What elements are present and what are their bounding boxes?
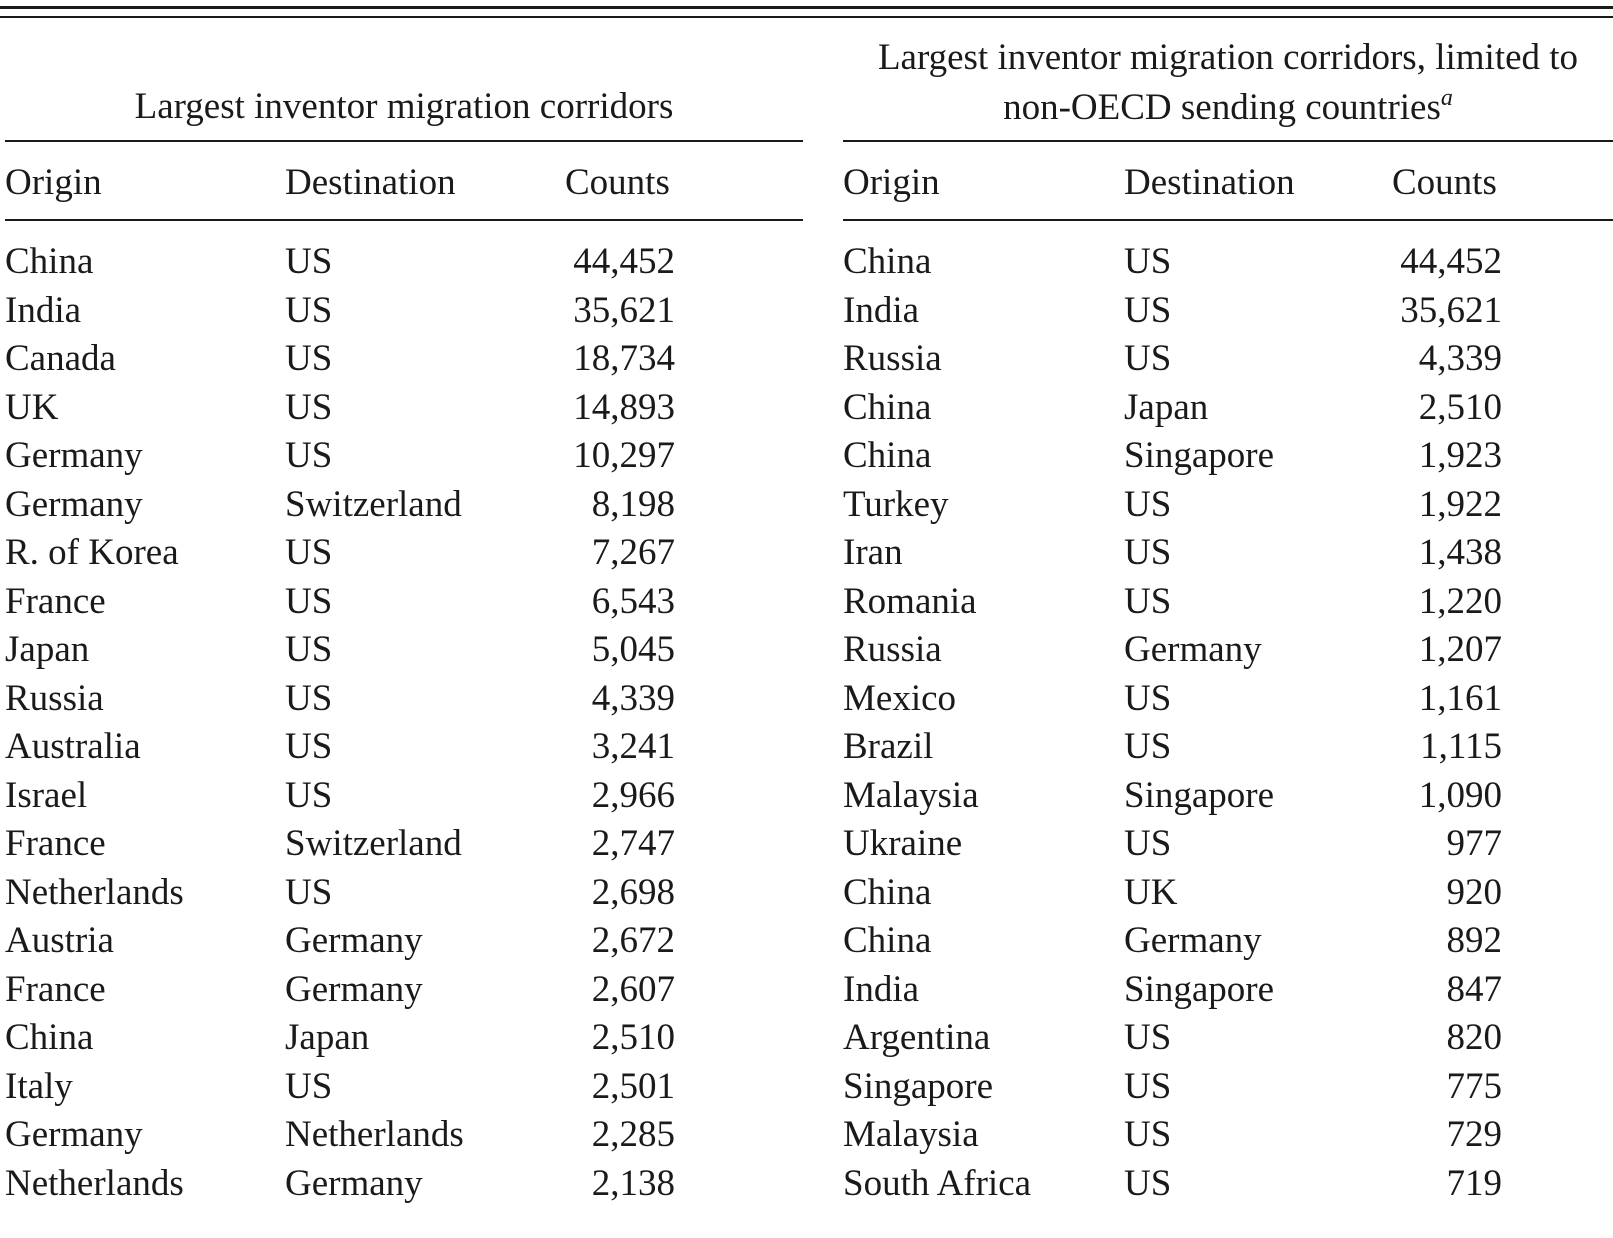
- origin-cell: China: [843, 871, 932, 913]
- origin-cell: Japan: [5, 629, 90, 670]
- table-row: [5, 480, 803, 530]
- counts-cell: 1,922: [1418, 483, 1502, 525]
- table-row: [843, 771, 1613, 821]
- counts-cell: 10,297: [573, 435, 675, 476]
- table-row: [843, 1062, 1613, 1112]
- counts-cell: 35,621: [573, 289, 675, 331]
- counts-cell: 920: [1446, 871, 1502, 913]
- origin-cell: Israel: [5, 774, 88, 816]
- counts-cell: 2,138: [591, 1162, 675, 1204]
- table-row: [843, 916, 1613, 966]
- table-row: [843, 1110, 1613, 1160]
- origin-cell: India: [843, 968, 920, 1010]
- table-row: [843, 383, 1613, 433]
- table-row: [843, 431, 1613, 481]
- table-row: [843, 286, 1613, 336]
- counts-cell: 5,045: [591, 629, 675, 670]
- destination-cell: Japan: [285, 1017, 370, 1058]
- counts-cell: 1,161: [1418, 677, 1502, 719]
- table-row: [843, 722, 1613, 772]
- destination-cell: Germany: [285, 968, 423, 1010]
- table-row: [843, 674, 1613, 724]
- counts-cell: 4,339: [591, 677, 675, 719]
- destination-cell: Japan: [1124, 386, 1209, 428]
- left-header-counts: Counts: [565, 162, 670, 203]
- origin-cell: China: [5, 241, 94, 282]
- destination-cell: US: [1124, 1162, 1172, 1204]
- table-row: [843, 868, 1613, 918]
- table-row: [843, 819, 1613, 869]
- table-row: [843, 528, 1613, 578]
- counts-cell: 44,452: [573, 241, 675, 282]
- counts-cell: 1,438: [1418, 532, 1502, 573]
- origin-cell: Argentina: [843, 1017, 991, 1058]
- origin-cell: Russia: [843, 338, 942, 379]
- destination-cell: US: [1124, 677, 1172, 719]
- table-row: [5, 383, 803, 433]
- counts-cell: 847: [1446, 968, 1502, 1010]
- origin-cell: China: [843, 920, 932, 961]
- right-panel: [843, 0, 1613, 1238]
- left-panel: [5, 0, 803, 1238]
- right-header-row: [843, 158, 1613, 208]
- origin-cell: Mexico: [843, 677, 957, 719]
- origin-cell: Germany: [5, 435, 143, 476]
- destination-cell: US: [285, 532, 333, 573]
- left-header-destination: Destination: [285, 162, 456, 203]
- table-row: [843, 1013, 1613, 1063]
- table-row: [5, 334, 803, 384]
- table-row: [5, 1062, 803, 1112]
- destination-cell: US: [1124, 483, 1172, 525]
- counts-cell: 2,510: [591, 1017, 675, 1058]
- table-row: [843, 480, 1613, 530]
- destination-cell: US: [285, 289, 333, 331]
- origin-cell: South Africa: [843, 1162, 1032, 1204]
- footnote-marker: a: [1440, 85, 1453, 111]
- destination-cell: US: [285, 435, 333, 476]
- destination-cell: US: [285, 871, 333, 913]
- table-row: [5, 965, 803, 1015]
- origin-cell: Singapore: [843, 1065, 994, 1107]
- left-title-rule: [5, 140, 803, 142]
- table-row: [843, 1159, 1613, 1209]
- table-row: [5, 868, 803, 918]
- table-row: [5, 431, 803, 481]
- destination-cell: US: [285, 338, 333, 379]
- origin-cell: Italy: [5, 1065, 73, 1107]
- origin-cell: Russia: [843, 629, 942, 670]
- table-row: [843, 237, 1613, 287]
- right-panel-title-line2: [843, 83, 1613, 133]
- destination-cell: US: [1124, 1114, 1172, 1155]
- table-row: [5, 1013, 803, 1063]
- destination-cell: US: [1124, 580, 1172, 622]
- table-row: [843, 625, 1613, 675]
- counts-cell: 7,267: [591, 532, 675, 573]
- destination-cell: US: [285, 386, 333, 428]
- counts-cell: 2,285: [591, 1114, 675, 1155]
- table-row: [843, 965, 1613, 1015]
- origin-cell: Netherlands: [5, 1162, 184, 1204]
- counts-cell: 44,452: [1400, 241, 1502, 282]
- destination-cell: US: [1124, 1017, 1172, 1058]
- origin-cell: China: [843, 241, 932, 282]
- destination-cell: Switzerland: [285, 483, 462, 525]
- destination-cell: Germany: [285, 1162, 423, 1204]
- destination-cell: US: [285, 580, 333, 622]
- table-row: [5, 819, 803, 869]
- table-row: [843, 577, 1613, 627]
- origin-cell: China: [5, 1017, 94, 1058]
- origin-cell: Ukraine: [843, 823, 963, 864]
- right-panel-title-line2-text: non-OECD sending countries: [1003, 87, 1441, 128]
- left-panel-title: [5, 82, 803, 132]
- counts-cell: 2,672: [591, 920, 675, 961]
- counts-cell: 3,241: [591, 726, 675, 767]
- destination-cell: US: [285, 774, 333, 816]
- origin-cell: India: [5, 289, 82, 331]
- destination-cell: US: [1124, 726, 1172, 767]
- counts-cell: 1,923: [1418, 435, 1502, 476]
- right-panel-title-line1: Largest inventor migration corridors, limited to: [877, 37, 1579, 78]
- counts-cell: 2,510: [1418, 386, 1502, 428]
- counts-cell: 35,621: [1400, 289, 1502, 331]
- table-row: [5, 722, 803, 772]
- destination-cell: US: [285, 726, 333, 767]
- left-header-origin: Origin: [5, 162, 102, 203]
- right-header-counts: Counts: [1392, 162, 1497, 203]
- left-panel-title-text: Largest inventor migration corridors: [134, 86, 674, 127]
- origin-cell: Germany: [5, 483, 143, 525]
- destination-cell: Singapore: [1124, 968, 1275, 1010]
- table-row: [5, 625, 803, 675]
- counts-cell: 1,207: [1418, 629, 1502, 670]
- counts-cell: 1,115: [1420, 726, 1502, 767]
- right-header-origin: Origin: [843, 162, 940, 203]
- counts-cell: 775: [1446, 1065, 1502, 1107]
- left-header-row: [5, 158, 803, 208]
- destination-cell: US: [1124, 289, 1172, 331]
- counts-cell: 14,893: [573, 386, 675, 428]
- origin-cell: France: [5, 968, 106, 1010]
- counts-cell: 892: [1446, 920, 1502, 961]
- destination-cell: US: [285, 629, 333, 670]
- counts-cell: 2,607: [591, 968, 675, 1010]
- left-header-rule: [5, 219, 803, 221]
- counts-cell: 820: [1446, 1017, 1502, 1058]
- origin-cell: China: [843, 435, 932, 476]
- origin-cell: Iran: [843, 532, 903, 573]
- counts-cell: 1,220: [1418, 580, 1502, 622]
- destination-cell: US: [1124, 338, 1172, 379]
- right-panel-title: [843, 33, 1613, 133]
- counts-cell: 6,543: [591, 580, 675, 622]
- counts-cell: 8,198: [591, 483, 675, 525]
- origin-cell: Turkey: [843, 483, 949, 525]
- origin-cell: China: [843, 386, 932, 428]
- origin-cell: Netherlands: [5, 871, 184, 913]
- origin-cell: Canada: [5, 338, 116, 379]
- destination-cell: US: [285, 241, 333, 282]
- counts-cell: 729: [1446, 1114, 1502, 1155]
- origin-cell: Australia: [5, 726, 141, 767]
- table-row: [5, 577, 803, 627]
- destination-cell: US: [1124, 823, 1172, 864]
- table-row: [5, 1110, 803, 1160]
- table-row: [5, 1159, 803, 1209]
- table-row: [5, 237, 803, 287]
- destination-cell: Singapore: [1124, 435, 1275, 476]
- destination-cell: US: [285, 1065, 333, 1107]
- destination-cell: US: [1124, 1065, 1172, 1107]
- right-header-rule: [843, 219, 1613, 221]
- destination-cell: US: [1124, 532, 1172, 573]
- origin-cell: Russia: [5, 677, 104, 719]
- destination-cell: Germany: [1124, 629, 1262, 670]
- table-row: [5, 916, 803, 966]
- counts-cell: 4,339: [1418, 338, 1502, 379]
- table-row: [5, 674, 803, 724]
- destination-cell: Germany: [285, 920, 423, 961]
- destination-cell: US: [1124, 241, 1172, 282]
- counts-cell: 2,966: [591, 774, 675, 816]
- table-row: [5, 528, 803, 578]
- origin-cell: Romania: [843, 580, 977, 622]
- counts-cell: 2,501: [591, 1065, 675, 1107]
- origin-cell: India: [843, 289, 920, 331]
- destination-cell: UK: [1124, 871, 1178, 913]
- destination-cell: US: [285, 677, 333, 719]
- right-title-rule: [843, 140, 1613, 142]
- origin-cell: R. of Korea: [5, 532, 179, 573]
- counts-cell: 719: [1446, 1162, 1502, 1204]
- origin-cell: UK: [5, 386, 59, 428]
- destination-cell: Switzerland: [285, 823, 462, 864]
- origin-cell: Austria: [5, 920, 114, 961]
- origin-cell: Brazil: [843, 726, 934, 767]
- origin-cell: France: [5, 580, 106, 622]
- destination-cell: Germany: [1124, 920, 1262, 961]
- origin-cell: Malaysia: [843, 1114, 979, 1155]
- right-header-destination: Destination: [1124, 162, 1295, 203]
- counts-cell: 2,747: [591, 823, 675, 864]
- table-row: [843, 334, 1613, 384]
- destination-cell: Singapore: [1124, 774, 1275, 816]
- table-row: [5, 286, 803, 336]
- counts-cell: 977: [1446, 823, 1502, 864]
- origin-cell: France: [5, 823, 106, 864]
- counts-cell: 1,090: [1418, 774, 1502, 816]
- origin-cell: Malaysia: [843, 774, 979, 816]
- table-row: [5, 771, 803, 821]
- destination-cell: Netherlands: [285, 1114, 464, 1155]
- origin-cell: Germany: [5, 1114, 143, 1155]
- counts-cell: 2,698: [591, 871, 675, 913]
- counts-cell: 18,734: [573, 338, 675, 379]
